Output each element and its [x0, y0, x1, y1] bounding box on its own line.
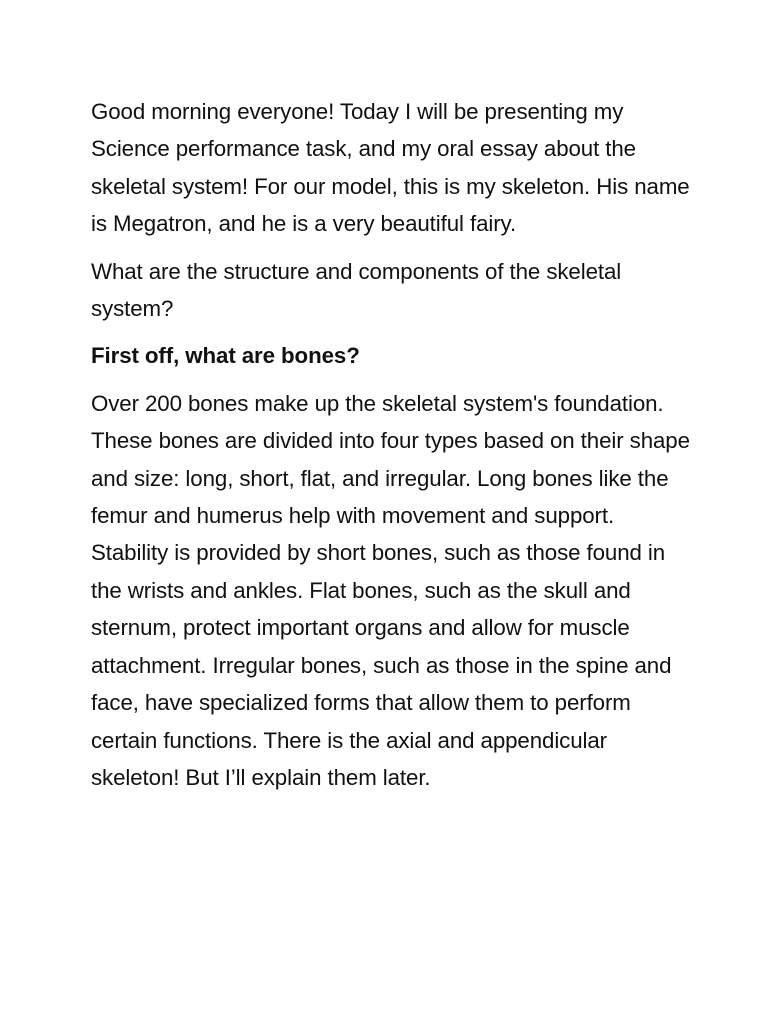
document-body	[91, 93, 691, 806]
question-paragraph: What are the structure and components of the skeletal system?	[91, 258, 622, 322]
section-heading: First off, what are bones?	[91, 343, 360, 369]
intro-paragraph: Good morning everyone! Today I will be presenting my Science performance task, and my oral essay about the skeletal system! For our model, this is my skeleton. His name is Megatron, and he is a very beautiful fairy.	[91, 99, 690, 237]
bones-paragraph: Over 200 bones make up the skeletal system's foundation. These bones are divided into four types based on their shape and size: long, short, flat, and irregular. Long bones like the femur and humerus help with movement and support. Stability is provided by short bones, such as those found in the wrists and ankles. Flat bones, such as the skull and sternum, protect important organs and allow for muscle attachment. Irregular bones, such as those in the spine and face, have specialized forms that allow them to perform certain functions. There is the axial and appendicular skeleton! But I’ll explain them later.	[91, 390, 690, 790]
